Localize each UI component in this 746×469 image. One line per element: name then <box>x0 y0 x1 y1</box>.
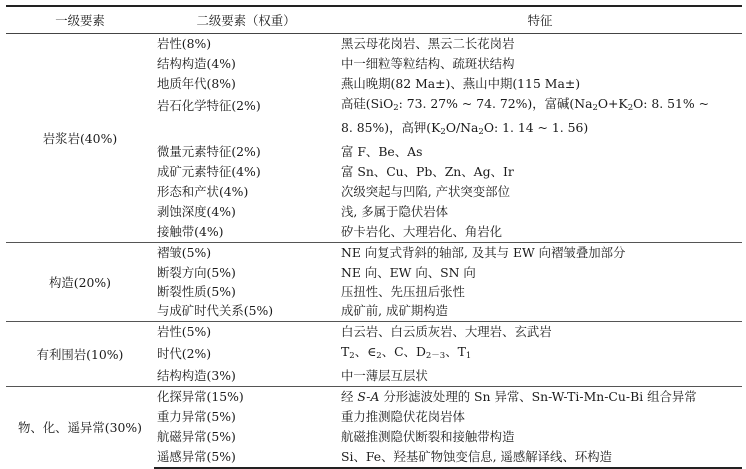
factor-cell: 航磁异常(5%) <box>157 429 236 444</box>
feature-cell: 中一薄层互层状 <box>341 368 428 384</box>
feature-cell-continuation: 8. 85%)，高钾($K_2O/Na_2O$: 1. 14 ~ 1. 56) <box>341 119 589 137</box>
table-row <box>6 34 742 54</box>
header-secondary-factor: 二级要素（权重） <box>154 6 338 34</box>
feature-cell: 航磁推测隐伏断裂和接触带构造 <box>341 429 515 444</box>
factor-cell: 褶皱(5%) <box>154 243 338 263</box>
header-primary-factor: 一级要素 <box>6 6 154 34</box>
header-feature: 特征 <box>338 6 742 34</box>
table-row <box>6 243 742 263</box>
factor-cell: 断裂性质(5%) <box>157 283 236 299</box>
table-row <box>6 322 742 342</box>
factor-cell: 与成矿时代关系(5%) <box>157 303 274 319</box>
group-label-host-rock: 有利围岩(10%) <box>6 322 154 387</box>
feature-cell: 浅, 多属于隐伏岩体 <box>341 204 449 219</box>
feature-cell: 次级突起与凹陷, 产状突变部位 <box>341 184 510 199</box>
feature-cell: 高硅(SiO$_2$: 73. 27% ~ 74. 72%)，富碱($Na_2O+K_2O$: 8. 51% ~ <box>341 95 710 113</box>
feature-cell: NE 向、EW 向、SN 向 <box>341 264 476 280</box>
factor-cell: 岩性(5%) <box>154 322 338 342</box>
factor-cell: 时代(2%) <box>157 346 212 361</box>
feature-cell: 矽卡岩化、大理岩化、角岩化 <box>341 224 503 240</box>
feature-cell: 压扭性、先压扭后张性 <box>341 283 465 299</box>
factor-cell: 微量元素特征(2%) <box>157 144 261 159</box>
feature-cell: 经 S-A 分形滤波处理的 Sn 异常、Sn-W-Ti-Mn-Cu-Bi 组合异常 <box>338 387 742 407</box>
feature-cell: 中一细粒等粒结构、疏斑状结构 <box>341 56 515 71</box>
factor-cell: 形态和产状(4%) <box>157 184 249 199</box>
factor-cell: 地质年代(8%) <box>157 76 236 91</box>
factor-cell: 结构构造(4%) <box>157 56 236 71</box>
factor-cell: 化探异常(15%) <box>154 387 338 407</box>
feature-cell: 成矿前, 成矿期构造 <box>341 303 449 319</box>
group-label-structure: 构造(20%) <box>6 243 154 322</box>
table-row <box>6 387 742 407</box>
feature-cell: Si、Fe、羟基矿物蚀变信息, 遥感解译线、环构造 <box>338 447 742 468</box>
factor-cell: 断裂方向(5%) <box>157 264 236 280</box>
group-label-anomalies: 物、化、遥异常(30%) <box>6 387 154 468</box>
factor-cell: 接触带(4%) <box>157 224 224 240</box>
table-header-row <box>6 6 742 34</box>
feature-cell: 重力推测隐伏花岗岩体 <box>341 409 465 424</box>
factor-cell: 岩石化学特征(2%) <box>157 98 261 113</box>
factor-cell: 岩性(8%) <box>157 36 212 52</box>
factor-cell: 成矿元素特征(4%) <box>157 164 261 179</box>
factor-cell: 重力异常(5%) <box>157 409 236 424</box>
group-label-magmatic: 岩浆岩(40%) <box>42 130 118 146</box>
feature-cell: 白云岩、白云质灰岩、大理岩、玄武岩 <box>338 322 742 342</box>
factor-cell: 遥感异常(5%) <box>154 447 338 468</box>
feature-cell: 黑云母花岗岩、黑云二长花岗岩 <box>341 36 515 52</box>
feature-cell: 富 F、Be、As <box>341 144 423 159</box>
feature-cell: 富 Sn、Cu、Pb、Zn、Ag、Ir <box>341 164 514 179</box>
evaluation-factor-table <box>6 5 742 469</box>
feature-cell: 燕山晚期(82 Ma±)、燕山中期(115 Ma±) <box>341 76 581 91</box>
feature-cell: $T_2$、$\in_2$、C、$D_{2-3}$、$T_1$ <box>341 343 472 361</box>
factor-cell: 剥蚀深度(4%) <box>157 204 236 219</box>
factor-cell: 结构构造(3%) <box>157 368 236 384</box>
feature-cell: NE 向复式背斜的轴部, 及其与 EW 向褶皱叠加部分 <box>338 243 742 263</box>
